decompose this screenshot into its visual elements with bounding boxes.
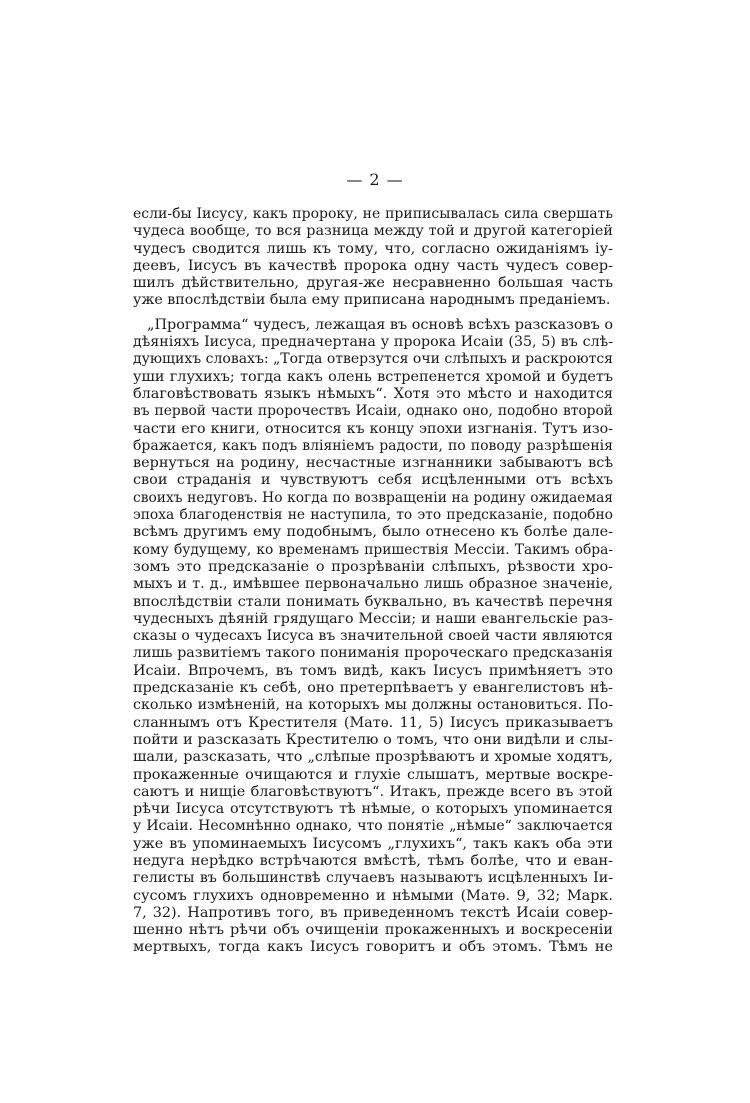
text-line: вернуться на родину, несчастные изгнанники забываютъ всѣ [133, 455, 613, 472]
text-line: 7, 32). Напротивъ того, въ приведенномъ текстѣ Исаіи совер- [133, 904, 613, 921]
text-line: чудесныхъ дѣяній грядущаго Мессіи; и наши евангельскіе раз- [133, 610, 613, 627]
text-line: лишь развитіемъ такого пониманія пророческаго предсказанія [133, 645, 613, 662]
text-line: уши глухихъ; тогда какъ олень встрепенется хромой и будетъ [133, 368, 613, 385]
text-line: гелисты въ большинствѣ случаевъ называютъ исцѣленныхъ Іи- [133, 870, 613, 887]
text-line: у Исаіи. Несомнѣнно однако, что понятіе „нѣмые“ заключается [133, 818, 613, 835]
text-line: сланнымъ отъ Крестителя (Матѳ. 11, 5) Іисусъ приказываетъ [133, 714, 613, 731]
text-line: Исаіи. Впрочемъ, въ томъ видѣ, какъ Іисусъ примѣняетъ это [133, 662, 613, 679]
text-line: сказы о чудесахъ Іисуса въ значительной своей части являются [133, 628, 613, 645]
text-line: пойти и разсказать Крестителю о томъ, что они видѣли и слы- [133, 731, 613, 748]
paragraph-gap [133, 310, 613, 317]
text-line: благовѣствовать языкъ нѣмыхъ“. Хотя это мѣсто и находится [133, 385, 613, 402]
text-line: въ первой части пророчествъ Исаіи, однако оно, подобно второй [133, 403, 613, 420]
text-line: шали, разсказать, что „слѣпые прозрѣваютъ и хромые ходятъ, [133, 749, 613, 766]
paragraph-1 [133, 206, 613, 310]
text-line: зомъ это предсказаніе о прозрѣваніи слѣпыхъ, рѣзвости хро- [133, 558, 613, 575]
text-line: сколько измѣненій, на которыхъ мы должны остановиться. По- [133, 697, 613, 714]
text-line: мыхъ и т. д., имѣвшее первоначально лишь образное значеніе, [133, 576, 613, 593]
text-line: „Программа“ чудесъ, лежащая въ основѣ всѣхъ разсказовъ о [147, 316, 613, 333]
text-line: дующихъ словахъ: „Тогда отверзутся очи слѣпыхъ и раскроются [133, 351, 613, 368]
text-line: впослѣдствіи стали понимать буквально, въ качествѣ перечня [133, 593, 613, 610]
text-line: мертвыхъ, тогда какъ Іисусъ говоритъ и объ этомъ. Тѣмъ не [133, 939, 613, 956]
text-line: кому будущему, ко временамъ пришествія Мессіи. Такимъ обра- [133, 541, 613, 558]
text-line: уже въ упоминаемыхъ Іисусомъ „глухихъ“, такъ какъ оба эти [133, 835, 613, 852]
text-line: шилъ дѣйствительно, другая-же несравненно большая часть [133, 275, 613, 292]
text-line: сусомъ глухихъ одновременно и нѣмыми (Матѳ. 9, 32; Марк. [133, 887, 613, 904]
text-line: эпоха благоденствія не наступила, то это предсказаніе, подобно [133, 507, 613, 524]
text-line: бражается, какъ подъ вліяніемъ радости, по поводу разрѣшенія [133, 437, 613, 454]
text-line: деевъ, Іисусъ въ качествѣ пророка одну часть чудесъ совер- [133, 257, 613, 274]
text-line: рѣчи Іисуса отсутствуютъ тѣ нѣмые, о которыхъ упоминается [133, 801, 613, 818]
text-line: саютъ и нищіе благовѣствуютъ“. Итакъ, прежде всего въ этой [133, 783, 613, 800]
text-line: чудесъ сводится лишь къ тому, что, согласно ожиданіямъ іу- [133, 240, 613, 257]
text-line: уже впослѣдствіи была ему приписана народнымъ преданіемъ. [133, 292, 611, 309]
text-line: если-бы Іисусу, какъ пророку, не приписывалась сила свершать [133, 206, 613, 222]
text-line: шенно нѣтъ рѣчи объ очищеніи прокаженныхъ и воскресеніи [133, 922, 613, 939]
text-line: предсказаніе къ себѣ, оно претерпѣваетъ у евангелистовъ нѣ- [133, 680, 613, 697]
text-line: чудеса вообще, то вся разница между той и другой категоріей [133, 223, 613, 240]
body-text [133, 206, 613, 957]
text-line: свои страданія и чувствуютъ себя исцѣленными отъ всѣхъ [133, 472, 613, 489]
text-line: дѣяніяхъ Іисуса, предначертана у пророка Исаіи (35, 5) въ слѣ- [133, 334, 613, 351]
text-line: недуга нерѣдко встрѣчаются вмѣстѣ, тѣмъ болѣе, что и еван- [133, 852, 613, 869]
text-line: части его книги, относится къ концу эпохи изгнанія. Тутъ изо- [133, 420, 613, 437]
page-number: — 2 — [346, 170, 404, 189]
text-line: своихъ недуговъ. Но когда по возвращеніи на родину ожидаемая [133, 489, 613, 506]
text-line: всѣмъ другимъ ему подобнымъ, было отнесено къ болѣе дале- [133, 524, 613, 541]
text-line: прокаженные очищаются и глухіе слышатъ, мертвые воскре- [133, 766, 613, 783]
paragraph-2 [133, 317, 613, 957]
